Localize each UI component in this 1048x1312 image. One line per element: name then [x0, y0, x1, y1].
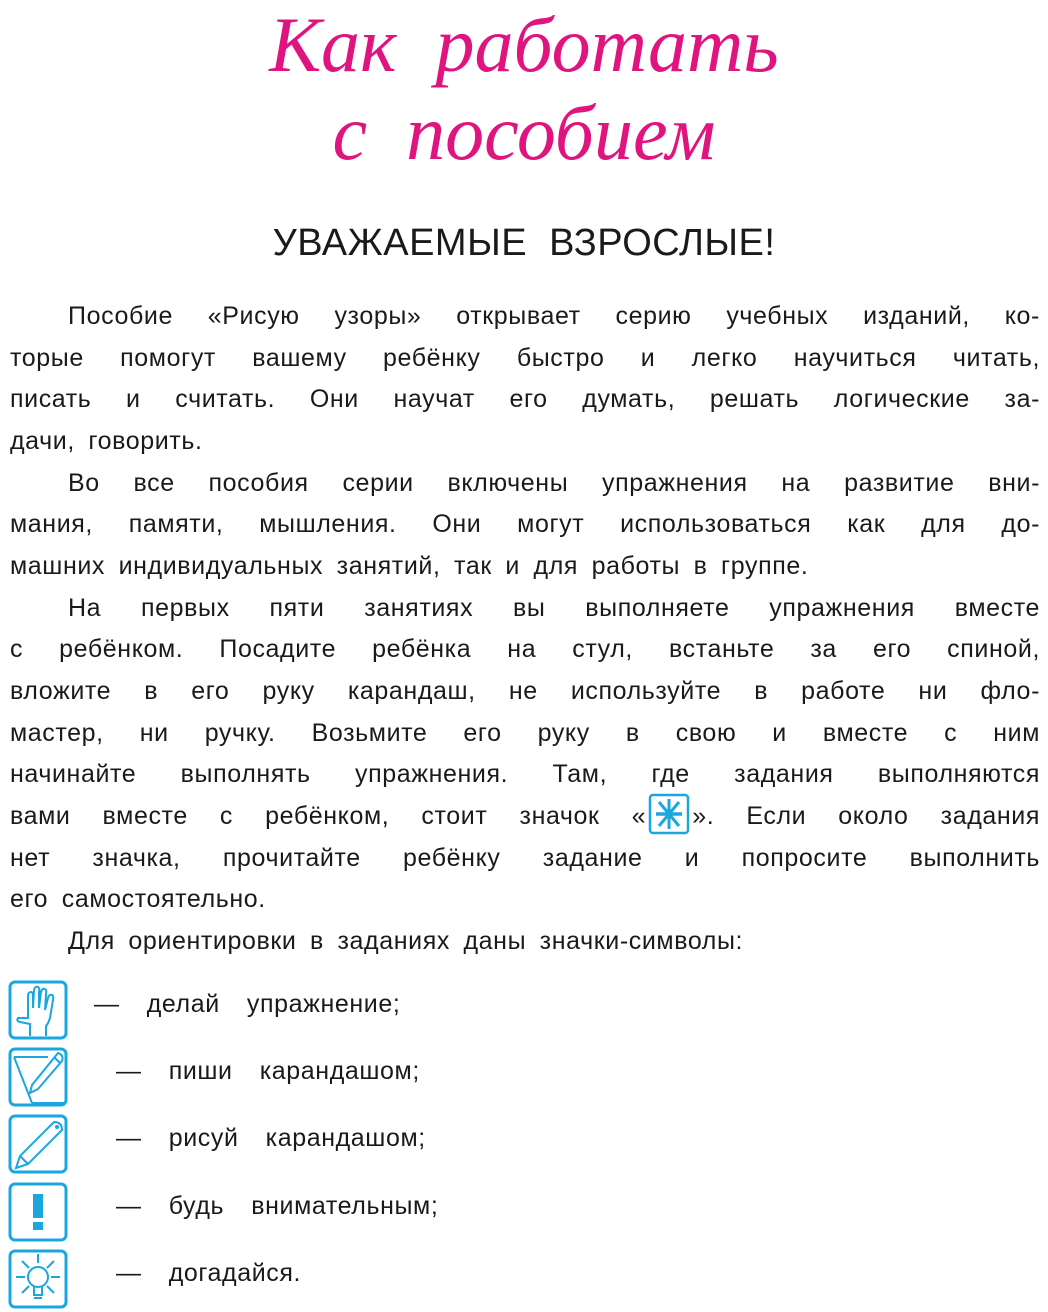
text-line: мания, памяти, мышления. Они могут использоваться как для до-	[10, 510, 1040, 538]
text-after-icon: ». Если около задания	[692, 802, 1041, 830]
lightbulb-icon	[8, 1249, 68, 1309]
text-line: Во все пособия серии включены упражнения на развитие вни-	[68, 469, 1040, 497]
text-line: торые помогут вашему ребёнку быстро и легко научиться читать,	[10, 344, 1040, 372]
legend-label: — догадайся.	[116, 1259, 302, 1287]
legend-label: — будь внимательным;	[116, 1192, 439, 1220]
text-line: писать и считать. Они научат его думать, решать логические за-	[10, 385, 1040, 413]
text-before-icon: вами вместе с ребёнком, стоит значок «	[10, 802, 647, 830]
legend-label: — рисуй карандашом;	[116, 1124, 426, 1152]
hand-icon	[8, 980, 68, 1040]
text-line: машних индивидуальных занятий, так и для работы в группе.	[10, 552, 809, 580]
together-star-icon	[648, 793, 690, 835]
title-line-1: Как работать	[269, 1, 779, 88]
pen-writing-icon	[8, 1047, 68, 1107]
text-line: нет значка, прочитайте ребёнку задание и попросите выполнить	[10, 844, 1040, 872]
text-line: его самостоятельно.	[10, 885, 266, 913]
pencil-icon	[8, 1114, 68, 1174]
text-line: мастер, ни ручку. Возьмите его руку в свою и вместе с ним	[10, 719, 1040, 747]
text-line: Пособие «Рисую узоры» открывает серию учебных изданий, ко-	[68, 302, 1040, 330]
text-line: начинайте выполнять упражнения. Там, где задания выполняются	[10, 760, 1040, 788]
text-line: На первых пяти занятиях вы выполняете упражнения вместе	[68, 594, 1040, 622]
exclamation-icon	[8, 1182, 68, 1242]
title-line-2: с пособием	[332, 89, 716, 176]
heading: УВАЖАЕМЫЕ ВЗРОСЛЫЕ!	[272, 222, 776, 264]
text-line: дачи, говорить.	[10, 427, 203, 455]
legend-label: — пиши карандашом;	[116, 1057, 420, 1085]
text-line: с ребёнком. Посадите ребёнка на стул, встаньте за его спиной,	[10, 635, 1040, 663]
legend-label: — делай упражнение;	[94, 990, 401, 1018]
text-line: Для ориентировки в заданиях даны значки-символы:	[68, 927, 744, 955]
text-line-with-icon	[10, 795, 1040, 837]
text-line: вложите в его руку карандаш, не используйте в работе ни фло-	[10, 677, 1040, 705]
